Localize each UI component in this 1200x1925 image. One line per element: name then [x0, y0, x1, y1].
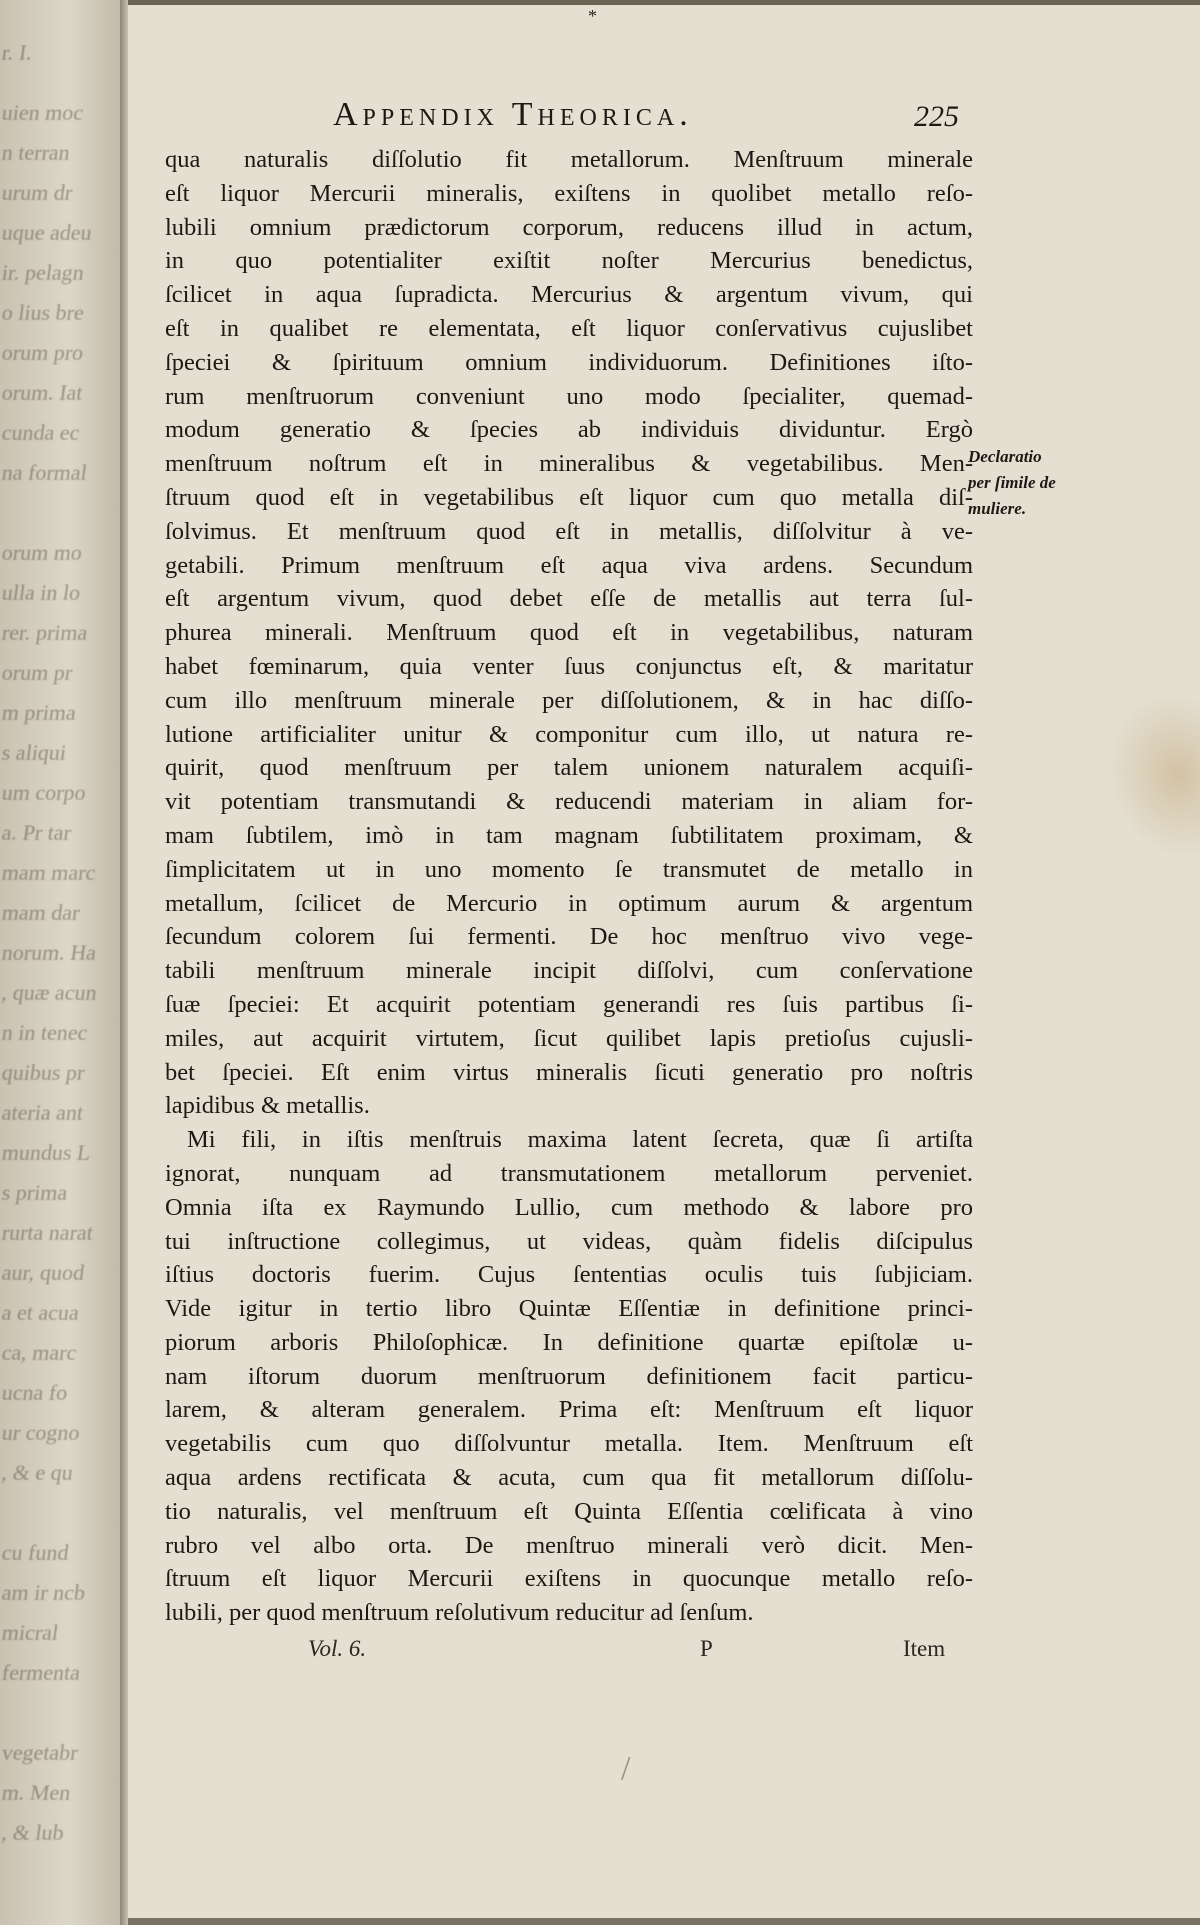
text-line: eſt liquor Mercurii mineralis, exiſtens in quolibet metallo reſo- — [165, 179, 973, 207]
marginal-note-line: per ſimile de — [968, 473, 1056, 492]
text-line: rubro vel albo orta. De menſtruo minerali verò dicit. Men- — [165, 1531, 973, 1559]
text-line: ſuæ ſpeciei: Et acquirit potentiam generandi res ſuis partibus ſi- — [165, 990, 973, 1018]
text-line: Omnia iſta ex Raymundo Lullio, cum methodo & labore pro — [165, 1193, 973, 1221]
text-line: ſtruum quod eſt in vegetabilibus eſt liquor cum quo metalla diſ- — [165, 483, 973, 511]
text-line: tio naturalis, vel menſtruum eſt Quinta Eſſentia cœlificata à vino — [165, 1497, 973, 1525]
page-number: 225 — [914, 100, 959, 133]
text-line: Vide igitur in tertio libro Quintæ Eſſentiæ in definitione princi- — [165, 1295, 973, 1323]
text-line: bet ſpeciei. Eſt enim virtus mineralis ſicuti generatio pro noſtris — [165, 1058, 973, 1086]
signature-mark: P — [700, 1636, 713, 1661]
top-edge — [128, 0, 1200, 5]
text-line: ſpeciei & ſpirituum omnium individuorum. Definitiones iſto- — [165, 348, 973, 376]
text-line: phurea minerali. Menſtruum quod eſt in vegetabilibus, naturam — [165, 619, 973, 647]
text-line: larem, & alteram generalem. Prima eſt: Menſtruum eſt liquor — [165, 1396, 973, 1424]
text-line: in quo potentialiter exiſtit noſter Mercurius benedictus, — [165, 247, 973, 275]
body-text — [165, 143, 973, 1630]
text-line: modum generatio & ſpecies ab individuis dividuntur. Ergò — [165, 416, 973, 444]
text-line: ſolvimus. Et menſtruum quod eſt in metallis, diſſolvitur à ve- — [165, 517, 973, 545]
text-line: ſimplicitatem ut in uno momento ſe transmutet de metallo in — [165, 855, 973, 883]
text-line: ſecundum colorem ſui fermenti. De hoc menſtruo vivo vege- — [165, 923, 973, 951]
marginal-note-line: Declaratio — [968, 447, 1042, 466]
text-line: vit potentiam transmutandi & reducendi materiam in aliam for- — [165, 788, 973, 816]
catchword: Item — [903, 1636, 946, 1661]
text-line: habet fœminarum, quia venter ſuus conjunctus eſt, & maritatur — [165, 652, 973, 680]
text-line: aqua ardens rectificata & acuta, cum qua fit metallorum diſſolu- — [165, 1464, 973, 1492]
text-line: miles, aut acquirit virtutem, ſicut quilibet lapis pretioſus cujusli- — [165, 1024, 973, 1052]
text-line: vegetabilis cum quo diſſolvuntur metalla. Item. Menſtruum eſt — [165, 1430, 973, 1458]
text-line: lapidibus & metallis. — [165, 1092, 370, 1120]
text-line: mam ſubtilem, imò in tam magnam ſubtilitatem proximam, & — [165, 821, 973, 849]
book-page — [128, 0, 1200, 1925]
text-line: menſtruum noſtrum eſt in mineralibus & vegetabilibus. Men- — [165, 450, 973, 478]
footer-volume: Vol. 6. — [308, 1636, 367, 1661]
text-line: eſt in qualibet re elementata, eſt liquor conſervativus cujuslibet — [165, 314, 973, 342]
adjacent-page-edge: r. I. uien moc n terran urum dr uque adeu ir. pelagn o lius bre orum pro orum. Iat cunda ec na formal orum mo ulla in lo rer. prima orum pr m prima s aliqui um corpo a. Pr tar mam marc mam dar norum. Ha , quæ acun n in tenec quibus pr ateria ant mundus L s prima rurta narat aur, quod a et acua ca, marc ucna fo ur cogno , & e qu cu fund am ir ncb micral fermenta vegetabr m. Men , & lub — [0, 0, 125, 1925]
text-line: cum illo menſtruum minerale per diſſolutionem, & in hac diſſo- — [165, 686, 973, 714]
text-line: rum menſtruorum conveniunt uno modo ſpecialiter, quemad- — [165, 382, 973, 410]
text-line: quirit, quod menſtruum per talem unionem naturalem acquiſi- — [165, 754, 973, 782]
text-line: getabili. Primum menſtruum eſt aqua viva ardens. Secundum — [165, 551, 973, 579]
running-head: Appendix Theorica. — [333, 96, 693, 133]
stray-mark: / — [621, 1750, 631, 1787]
text-line: tui inſtructione collegimus, ut videas, quàm fidelis diſcipulus — [165, 1227, 973, 1255]
text-line: ignorat, nunquam ad transmutationem metallorum perveniet. — [165, 1159, 973, 1187]
object-shadow — [1088, 675, 1200, 875]
marginal-note — [968, 444, 1098, 522]
text-line: lutione artificialiter unitur & componitur cum illo, ut natura re- — [165, 720, 973, 748]
text-line: nam iſtorum duorum menſtruorum definitionem facit particu- — [165, 1362, 973, 1390]
text-line: qua naturalis diſſolutio fit metallorum. Menſtruum minerale — [165, 146, 973, 173]
text-line: eſt argentum vivum, quod debet eſſe de metallis aut terra ſul- — [165, 585, 973, 613]
text-line: tabili menſtruum minerale incipit diſſolvi, cum conſervatione — [165, 957, 973, 985]
book-gutter — [120, 0, 128, 1925]
text-line: iſtius doctoris fuerim. Cujus ſententias oculis tuis ſubjiciam. — [165, 1261, 973, 1289]
text-line: metallum, ſcilicet de Mercurio in optimum aurum & argentum — [165, 889, 973, 917]
ornament-mark: * — [588, 6, 597, 26]
text-line: Mi fili, in iſtis menſtruis maxima latent ſecreta, quæ ſi artiſta — [187, 1126, 973, 1154]
text-line: ſcilicet in aqua ſupradicta. Mercurius & argentum vivum, qui — [165, 281, 973, 309]
text-line: lubili omnium prædictorum corporum, reducens illud in actum, — [165, 213, 973, 241]
bottom-edge — [128, 1918, 1200, 1925]
text-line: ſtruum eſt liquor Mercurii exiſtens in quocunque metallo reſo- — [165, 1565, 973, 1593]
marginal-note-line: muliere. — [968, 499, 1027, 518]
text-line: piorum arboris Philoſophicæ. In definitione quartæ epiſtolæ u- — [165, 1328, 973, 1356]
text-line: lubili, per quod menſtruum reſolutivum reducitur ad ſenſum. — [165, 1599, 754, 1627]
